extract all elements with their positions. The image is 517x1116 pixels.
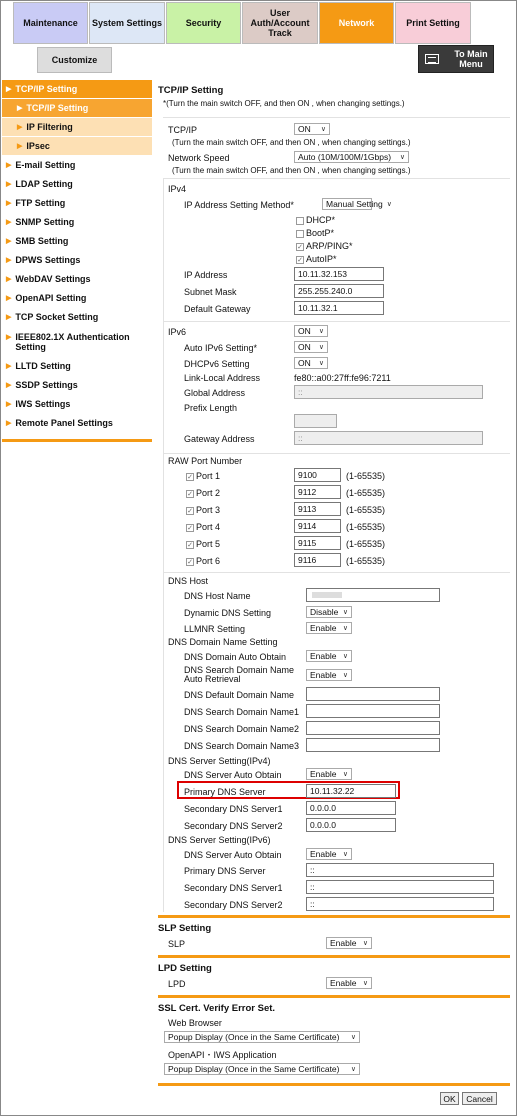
web-browser-label: Web Browser [168, 1018, 222, 1028]
menu-icon [425, 54, 439, 64]
triangle-right-icon: ▶ [6, 295, 12, 302]
ip-method-value: Manual Setting [326, 199, 383, 209]
server4-auto-value: Enable [310, 769, 337, 779]
restart-note: *(Turn the main switch OFF, and then ON , when changing settings.) [163, 99, 405, 108]
slp-label: SLP [168, 939, 186, 949]
chevron-down-icon: ∨ [350, 1034, 356, 1041]
primary-dns6-input[interactable]: :: [306, 863, 494, 877]
ipv4-heading: IPv4 [168, 184, 187, 194]
port-range: (1-65535) [346, 556, 386, 566]
divider [163, 178, 164, 321]
port-label: Port 1 [196, 471, 221, 481]
auto-ipv6-label: Auto IPv6 Setting* [184, 343, 258, 353]
divider [163, 572, 510, 573]
lpd-select[interactable] [326, 977, 372, 989]
section-divider [158, 995, 510, 998]
autoip-label: AutoIP* [306, 254, 337, 264]
speed-value: Auto (10M/100M/1Gbps) [298, 152, 392, 162]
sidebar-item-ftp[interactable] [2, 194, 152, 213]
dns-host-heading: DNS Host [168, 576, 209, 586]
cancel-button[interactable]: Cancel [462, 1092, 497, 1105]
sidebar-item-dpws[interactable] [2, 251, 152, 270]
server6-auto-label: DNS Server Auto Obtain [184, 850, 282, 860]
dhcpv6-select[interactable] [294, 357, 328, 369]
sidebar-item-label: IWS Settings [15, 399, 71, 409]
section-divider [158, 915, 510, 918]
global-address-input[interactable]: :: [294, 385, 483, 399]
tab-print-setting[interactable]: Print Setting [395, 2, 471, 44]
web-browser-value: Popup Display (Once in the Same Certificate) [168, 1032, 340, 1042]
search-auto-label: DNS Search Domain Name Auto Retrieval [184, 665, 295, 684]
dns-server-ipv4-heading: DNS Server Setting(IPv4) [168, 756, 271, 766]
sidebar-item-iws[interactable] [2, 395, 152, 414]
port-range: (1-65535) [346, 471, 386, 481]
tcpip-note: (Turn the main switch OFF, and then ON , when changing settings.) [172, 138, 411, 147]
dhcp-checkbox[interactable] [296, 215, 335, 225]
ip-method-label: IP Address Setting Method* [184, 200, 294, 210]
chevron-down-icon: ∨ [342, 625, 348, 632]
dynamic-dns-value: Disable [310, 607, 339, 617]
divider [163, 453, 510, 454]
gateway-input[interactable]: 10.11.32.1 [294, 301, 384, 315]
port-5-checkbox[interactable] [186, 539, 220, 549]
port-label: Port 4 [196, 522, 221, 532]
dhcp-label: DHCP* [306, 215, 336, 225]
ipv6-gateway-label: Gateway Address [184, 434, 255, 444]
triangle-right-icon: ▶ [6, 363, 12, 370]
triangle-right-icon: ▶ [17, 105, 23, 112]
secondary-dns6-1-label: Secondary DNS Server1 [184, 883, 283, 893]
sidebar-subitem-ipsec[interactable] [2, 137, 152, 156]
domain-auto-select[interactable] [306, 650, 352, 662]
search-auto-select[interactable] [306, 669, 352, 681]
tcpip-value: ON [298, 124, 311, 134]
port-4-input[interactable]: 9114 [294, 519, 341, 533]
server6-auto-value: Enable [310, 849, 337, 859]
dns-server-ipv6-heading: DNS Server Setting(IPv6) [168, 835, 271, 845]
secondary-dns6-1-input[interactable]: :: [306, 880, 494, 894]
triangle-right-icon: ▶ [6, 200, 12, 207]
ipv6-heading: IPv6 [168, 327, 187, 337]
slp-value: Enable [330, 938, 357, 948]
triangle-right-icon: ▶ [6, 238, 12, 245]
sidebar-item-smb[interactable] [2, 232, 152, 251]
checkmark-icon: ✓ [187, 473, 193, 481]
ip-address-input[interactable]: 10.11.32.153 [294, 267, 384, 281]
divider [163, 321, 510, 322]
tab-network[interactable]: Network [319, 2, 394, 44]
openapi-value: Popup Display (Once in the Same Certificate) [168, 1064, 340, 1074]
sidebar-item-remote-panel[interactable] [2, 414, 152, 433]
sidebar-item-label: IP Filtering [26, 122, 73, 132]
sidebar-item-snmp[interactable] [2, 213, 152, 232]
sidebar-item-lltd[interactable] [2, 357, 152, 376]
slp-heading: SLP Setting [158, 923, 212, 934]
to-main-menu-label: To Main Menu [454, 49, 488, 69]
sidebar-item-ieee8021x[interactable] [2, 327, 152, 357]
openapi-select[interactable] [164, 1063, 360, 1075]
triangle-right-icon: ▶ [6, 162, 12, 169]
sidebar-item-label: IEEE802.1X Authentication Setting [15, 331, 130, 352]
chevron-down-icon: ∨ [342, 609, 348, 616]
main-panel [158, 80, 510, 1110]
sidebar-item-tcp-socket[interactable] [2, 308, 152, 327]
port-range: (1-65535) [346, 522, 386, 532]
checkmark-icon: ✓ [297, 256, 303, 264]
chevron-down-icon: ∨ [386, 201, 392, 208]
sidebar-item-label: E-mail Setting [15, 160, 76, 170]
tab-security[interactable]: Security [166, 2, 241, 44]
chevron-down-icon: ∨ [342, 672, 348, 679]
arp-label: ARP/PING* [306, 241, 353, 251]
triangle-right-icon: ▶ [6, 181, 12, 188]
search-domain-3-input[interactable] [306, 738, 440, 752]
dynamic-dns-label: Dynamic DNS Setting [184, 608, 272, 618]
prefix-length-label: Prefix Length [184, 403, 238, 413]
sidebar-item-tcpip[interactable] [2, 80, 152, 99]
ipv6-select[interactable] [294, 325, 328, 337]
chevron-down-icon: ∨ [342, 653, 348, 660]
llmnr-value: Enable [310, 623, 337, 633]
top-tab-bar [13, 2, 493, 44]
speed-label: Network Speed [168, 153, 230, 163]
tcpip-select[interactable] [294, 123, 330, 135]
sidebar-item-ldap[interactable] [2, 175, 152, 194]
sidebar-item-openapi[interactable] [2, 289, 152, 308]
port-1-checkbox[interactable] [186, 471, 220, 481]
sidebar-item-label: TCP/IP Setting [15, 84, 78, 94]
ip-address-label: IP Address [184, 270, 228, 280]
secondary-dns6-2-label: Secondary DNS Server2 [184, 900, 283, 910]
triangle-right-icon: ▶ [6, 314, 12, 321]
speed-note: (Turn the main switch OFF, and then ON , when changing settings.) [172, 166, 411, 175]
dynamic-dns-select[interactable] [306, 606, 352, 618]
server4-auto-label: DNS Server Auto Obtain [184, 770, 282, 780]
sidebar-item-label: TCP/IP Setting [26, 103, 89, 113]
dhcpv6-label: DHCPv6 Setting [184, 359, 250, 369]
default-domain-label: DNS Default Domain Name [184, 690, 295, 700]
divider [163, 178, 510, 179]
port-2-checkbox[interactable] [186, 488, 220, 498]
ssl-heading: SSL Cert. Verify Error Set. [158, 1003, 276, 1014]
sidebar-item-ssdp[interactable] [2, 376, 152, 395]
sidebar-item-label: LDAP Setting [15, 179, 73, 189]
llmnr-select[interactable] [306, 622, 352, 634]
checkmark-icon: ✓ [187, 490, 193, 498]
ip-method-select[interactable] [322, 198, 392, 210]
triangle-right-icon: ▶ [6, 334, 12, 341]
triangle-right-icon: ▶ [17, 143, 23, 150]
divider [163, 572, 164, 912]
port-6-checkbox[interactable] [186, 556, 220, 566]
prefix-length-input[interactable] [294, 414, 337, 428]
port-range: (1-65535) [346, 539, 386, 549]
sidebar-subitem-tcpip[interactable] [2, 99, 152, 118]
section-divider [158, 955, 510, 958]
to-main-menu-button[interactable] [418, 45, 494, 73]
port-6-input[interactable]: 9116 [294, 553, 341, 567]
secondary-dns4-2-input[interactable]: 0.0.0.0 [306, 818, 396, 832]
sidebar-item-label: TCP Socket Setting [15, 312, 99, 322]
sidebar-item-label: IPsec [26, 141, 50, 151]
triangle-right-icon: ▶ [6, 257, 12, 264]
sidebar [2, 80, 152, 442]
port-range: (1-65535) [346, 488, 386, 498]
sidebar-item-label: SMB Setting [15, 236, 69, 246]
chevron-down-icon: ∨ [320, 126, 326, 133]
lpd-heading: LPD Setting [158, 963, 212, 974]
slp-select[interactable] [326, 937, 372, 949]
chevron-down-icon: ∨ [350, 1066, 356, 1073]
port-range: (1-65535) [346, 505, 386, 515]
page-title: TCP/IP Setting [158, 85, 224, 96]
port-label: Port 2 [196, 488, 221, 498]
triangle-right-icon: ▶ [6, 276, 12, 283]
section-divider [158, 1083, 510, 1086]
dns-host-name-label: DNS Host Name [184, 591, 251, 601]
ok-button[interactable]: OK [440, 1092, 459, 1105]
server6-auto-select[interactable] [306, 848, 352, 860]
port-label: Port 5 [196, 539, 221, 549]
port-2-input[interactable]: 9112 [294, 485, 341, 499]
blurred-text [312, 592, 342, 598]
openapi-label: OpenAPI・IWS Application [168, 1050, 277, 1060]
triangle-right-icon: ▶ [6, 86, 12, 93]
domain-auto-label: DNS Domain Auto Obtain [184, 652, 287, 662]
search-domain-3-label: DNS Search Domain Name3 [184, 741, 300, 751]
search-domain-2-input[interactable] [306, 721, 440, 735]
secondary-dns4-1-input[interactable]: 0.0.0.0 [306, 801, 396, 815]
chevron-down-icon: ∨ [318, 360, 324, 367]
sidebar-item-label: Remote Panel Settings [15, 418, 113, 428]
chevron-down-icon: ∨ [318, 344, 324, 351]
sidebar-item-label: DPWS Settings [15, 255, 81, 265]
lpd-label: LPD [168, 979, 186, 989]
auto-ipv6-select[interactable] [294, 341, 328, 353]
sidebar-subitem-ip-filtering[interactable] [2, 118, 152, 137]
link-local-label: Link-Local Address [184, 373, 261, 383]
sidebar-divider [2, 439, 152, 442]
divider [163, 453, 164, 572]
tab-customize[interactable]: Customize [37, 47, 112, 73]
ipv6-gateway-input[interactable]: :: [294, 431, 483, 445]
triangle-right-icon: ▶ [6, 401, 12, 408]
divider [163, 117, 510, 118]
arp-checkbox[interactable] [296, 241, 353, 251]
dns-domain-heading: DNS Domain Name Setting [168, 637, 278, 647]
checkmark-icon: ✓ [187, 558, 193, 566]
sidebar-item-label: WebDAV Settings [15, 274, 91, 284]
chevron-down-icon: ∨ [342, 771, 348, 778]
dns-host-name-input[interactable] [306, 588, 440, 602]
chevron-down-icon: ∨ [362, 980, 368, 987]
sidebar-item-label: LLTD Setting [15, 361, 71, 371]
bootp-label: BootP* [306, 228, 335, 238]
subnet-mask-label: Subnet Mask [184, 287, 237, 297]
secondary-dns6-2-input[interactable]: :: [306, 897, 494, 911]
port-label: Port 3 [196, 505, 221, 515]
triangle-right-icon: ▶ [6, 420, 12, 427]
port-4-checkbox[interactable] [186, 522, 220, 532]
search-auto-value: Enable [310, 670, 337, 680]
triangle-right-icon: ▶ [6, 382, 12, 389]
link-local-value: fe80::a00:27ff:fe96:7211 [294, 373, 391, 383]
checkmark-icon: ✓ [297, 243, 303, 251]
network-speed-select[interactable] [294, 151, 409, 163]
default-domain-input[interactable] [306, 687, 440, 701]
web-browser-select[interactable] [164, 1031, 360, 1043]
global-address-label: Global Address [184, 388, 246, 398]
domain-auto-value: Enable [310, 651, 337, 661]
secondary-dns4-2-label: Secondary DNS Server2 [184, 821, 283, 831]
sidebar-item-label: FTP Setting [15, 198, 66, 208]
primary-dns4-input[interactable]: 10.11.32.22 [306, 784, 396, 798]
port-3-input[interactable]: 9113 [294, 502, 341, 516]
lpd-value: Enable [330, 978, 357, 988]
search-domain-1-label: DNS Search Domain Name1 [184, 707, 300, 717]
primary-dns4-label: Primary DNS Server [184, 787, 266, 797]
ipv6-value: ON [298, 326, 311, 336]
sidebar-item-email[interactable] [2, 156, 152, 175]
search-domain-1-input[interactable] [306, 704, 440, 718]
checkbox-icon [296, 217, 304, 225]
checkbox-icon [296, 230, 304, 238]
chevron-down-icon: ∨ [362, 940, 368, 947]
tab-system-settings[interactable]: System Settings [89, 2, 165, 44]
port-label: Port 6 [196, 556, 221, 566]
sidebar-item-label: SSDP Settings [15, 380, 78, 390]
bootp-checkbox[interactable] [296, 228, 334, 238]
primary-dns6-label: Primary DNS Server [184, 866, 266, 876]
autoip-checkbox[interactable] [296, 254, 337, 264]
llmnr-label: LLMNR Setting [184, 624, 246, 634]
chevron-down-icon: ∨ [342, 851, 348, 858]
sidebar-item-label: SNMP Setting [15, 217, 75, 227]
sidebar-item-label: OpenAPI Setting [15, 293, 87, 303]
tcpip-label: TCP/IP [168, 125, 198, 135]
chevron-down-icon: ∨ [399, 154, 405, 161]
secondary-dns4-1-label: Secondary DNS Server1 [184, 804, 283, 814]
checkmark-icon: ✓ [187, 524, 193, 532]
sidebar-item-webdav[interactable] [2, 270, 152, 289]
triangle-right-icon: ▶ [6, 219, 12, 226]
divider [163, 321, 164, 453]
subnet-mask-input[interactable]: 255.255.240.0 [294, 284, 384, 298]
port-5-input[interactable]: 9115 [294, 536, 341, 550]
raw-port-heading: RAW Port Number [168, 456, 243, 466]
tab-maintenance[interactable]: Maintenance [13, 2, 88, 44]
dhcpv6-value: ON [298, 358, 311, 368]
gateway-label: Default Gateway [184, 304, 251, 314]
port-1-input[interactable]: 9100 [294, 468, 341, 482]
port-3-checkbox[interactable] [186, 505, 220, 515]
server4-auto-select[interactable] [306, 768, 352, 780]
chevron-down-icon: ∨ [318, 328, 324, 335]
search-domain-2-label: DNS Search Domain Name2 [184, 724, 300, 734]
auto-ipv6-value: ON [298, 342, 311, 352]
checkmark-icon: ✓ [187, 541, 193, 549]
tab-user-auth[interactable]: User Auth/Account Track [242, 2, 318, 44]
checkmark-icon: ✓ [187, 507, 193, 515]
triangle-right-icon: ▶ [17, 124, 23, 131]
